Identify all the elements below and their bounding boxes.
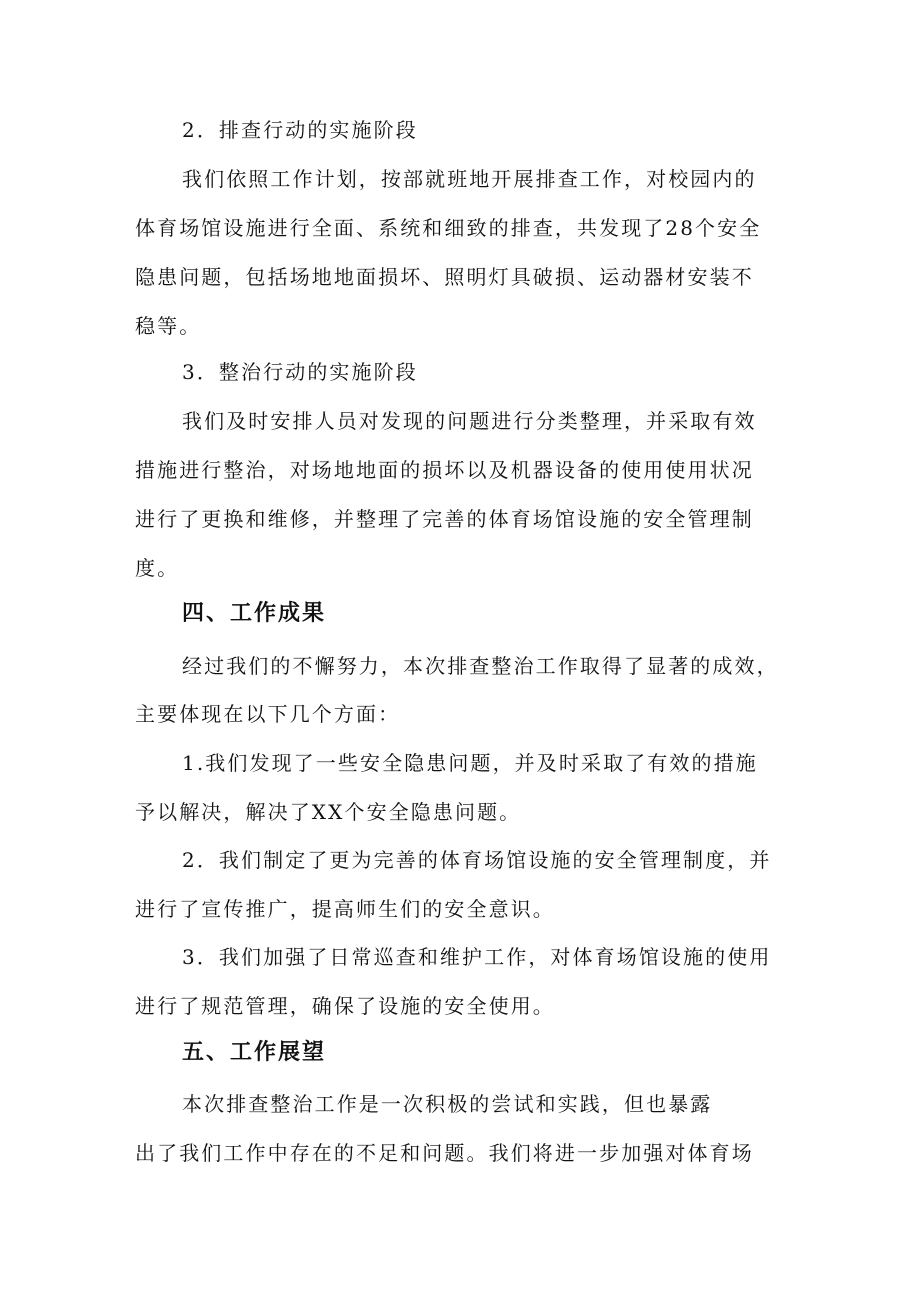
list-item-line: 2．我们制定了更为完善的体育场馆设施的安全管理制度，并: [182, 848, 772, 872]
paragraph-line: 经过我们的不懈努力，本次排查整治工作取得了显著的成效，: [182, 654, 779, 678]
paragraph-line: 进行了更换和维修，并整理了完善的体育场馆设施的安全管理制: [135, 507, 754, 531]
paragraph-line: 隐患问题，包括场地地面损坏、照明灯具破损、运动器材安装不: [135, 265, 754, 289]
subheading-inspection-phase: 2．排查行动的实施阶段: [182, 118, 418, 142]
paragraph-line: 稳等。: [135, 314, 202, 338]
list-item-line: 1.我们发现了一些安全隐患问题，并及时采取了有效的措施: [182, 751, 758, 775]
list-item-line: 3．我们加强了日常巡查和维护工作，对体育场馆设施的使用: [182, 945, 772, 969]
paragraph-line: 本次排查整治工作是一次积极的尝试和实践，但也暴露: [182, 1092, 713, 1116]
paragraph-line: 度。: [135, 556, 180, 580]
section-heading-outlook: 五、工作展望: [182, 1040, 327, 1065]
paragraph-line: 进行了宣传推广，提高师生们的安全意识。: [135, 897, 555, 921]
paragraph-line: 出了我们工作中存在的不足和问题。我们将进一步加强对体育场: [135, 1141, 754, 1165]
paragraph-line: 我们及时安排人员对发现的问题进行分类整理，并采取有效: [182, 409, 757, 433]
section-heading-results: 四、工作成果: [182, 601, 327, 626]
paragraph-line: 予以解决，解决了XX个安全隐患问题。: [135, 800, 522, 824]
paragraph-line: 措施进行整治，对场地地面的损坏以及机器设备的使用使用状况: [135, 458, 754, 482]
subheading-rectification-phase: 3．整治行动的实施阶段: [182, 360, 418, 384]
paragraph-line: 体育场馆设施进行全面、系统和细致的排查，共发现了28个安全: [135, 216, 762, 240]
paragraph-line: 主要体现在以下几个方面：: [135, 702, 401, 726]
paragraph-line: 我们依照工作计划，按部就班地开展排查工作，对校园内的: [182, 167, 757, 191]
paragraph-line: 进行了规范管理，确保了设施的安全使用。: [135, 994, 555, 1018]
